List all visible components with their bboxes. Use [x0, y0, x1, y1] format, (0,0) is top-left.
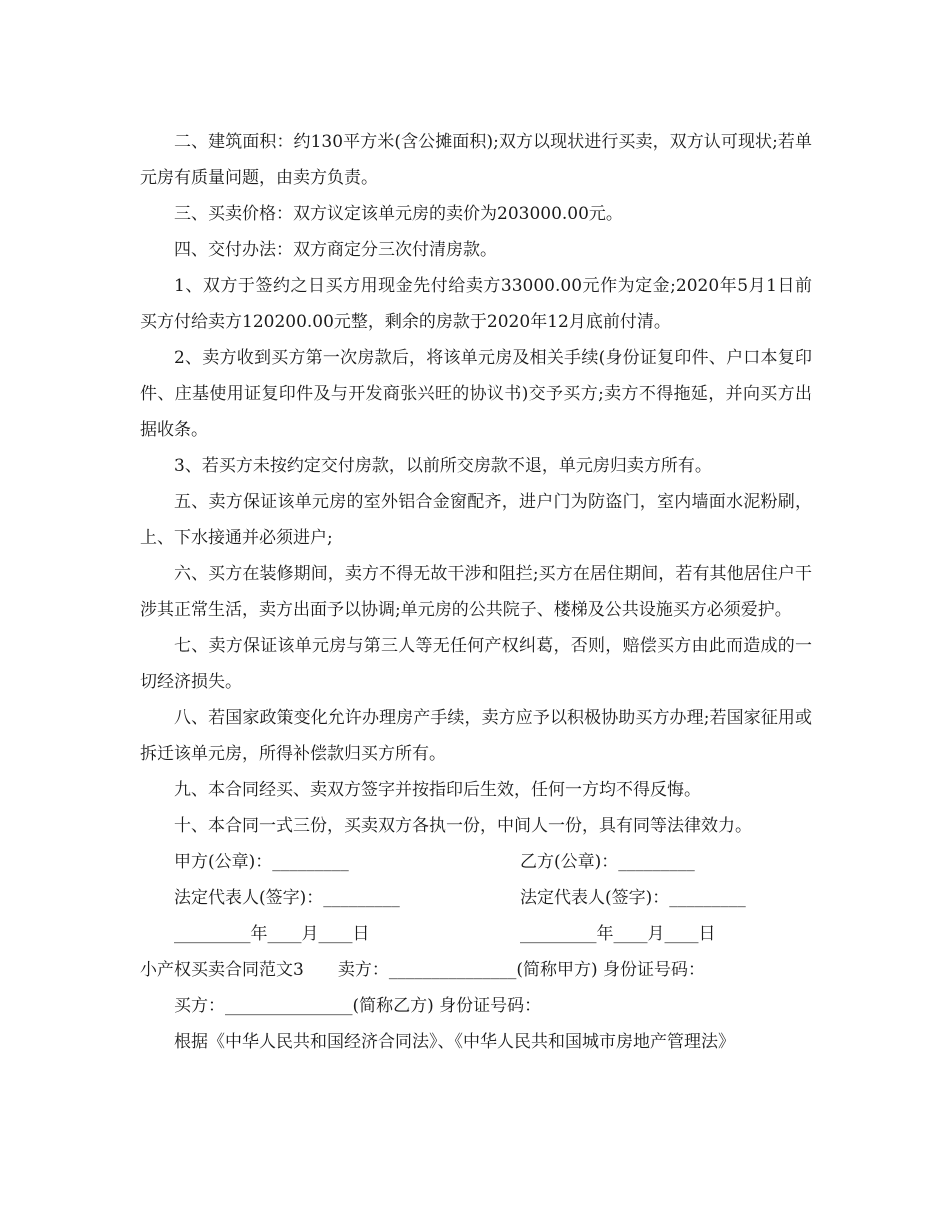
- clause-payment-1: 1、双方于签约之日买方用现金先付给卖方33000.00元作为定金;2020年5月1日前买方付给卖方120200.00元整，剩余的房款于2020年12月底前付清。: [140, 276, 812, 332]
- next-contract-title-line: 小产权买卖合同范文3 卖方：_______________(简称甲方) 身份证号码：: [140, 960, 705, 980]
- signature-date-row: [140, 916, 812, 952]
- next-contract-buyer-line: 买方：_______________(简称乙方) 身份证号码：: [174, 996, 542, 1016]
- clause-building-area: 二、建筑面积：约130平方米(含公摊面积);双方以现状进行买卖，双方认可现状;若单元房有质量问题，由卖方负责。: [140, 132, 812, 188]
- clause-payment-2: 2、卖方收到买方第一次房款后，将该单元房及相关手续(身份证复印件、户口本复印件、庄基使用证复印件及与开发商张兴旺的协议书)交予买方;卖方不得拖延，并向买方出据收条。: [140, 348, 812, 440]
- signature-seal-row: [140, 844, 812, 880]
- clause-effective: 九、本合同经买、卖双方签字并按指印后生效，任何一方均不得反悔。: [174, 780, 701, 800]
- next-contract-basis-line: 根据《中华人民共和国经济合同法》、《中华人民共和国城市房地产管理法》: [174, 1032, 735, 1052]
- contract-body: [140, 124, 812, 1060]
- clause-title-guarantee: 七、卖方保证该单元房与第三人等无任何产权纠葛，否则，赔偿买方由此而造成的一切经济损失。: [140, 636, 812, 692]
- clause-payment-3: 3、若买方未按约定交付房款，以前所交房款不退，单元房归卖方所有。: [174, 456, 712, 476]
- clause-windows-doors: 五、卖方保证该单元房的室外铝合金窗配齐，进户门为防盗门，室内墙面水泥粉刷，上、下水接通并必须进户;: [140, 492, 812, 548]
- clause-price: 三、买卖价格：双方议定该单元房的卖价为203000.00元。: [174, 204, 623, 224]
- signature-rep-row: [140, 880, 812, 916]
- party-a-date: _________年____月____日: [174, 924, 370, 944]
- party-a-seal: 甲方(公章)：_________: [174, 852, 349, 872]
- party-b-date: _________年____月____日: [520, 924, 716, 944]
- clause-policy-change: 八、若国家政策变化允许办理房产手续，卖方应予以积极协助买方办理;若国家征用或拆迁该单元房，所得补偿款归买方所有。: [140, 708, 812, 764]
- clause-renovation: 六、买方在装修期间，卖方不得无故干涉和阻拦;买方在居住期间，若有其他居住户干涉其正常生活，卖方出面予以协调;单元房的公共院子、楼梯及公共设施买方必须爱护。: [140, 564, 812, 620]
- party-b-seal: 乙方(公章)：_________: [520, 852, 695, 872]
- clause-payment-method: 四、交付办法：双方商定分三次付清房款。: [174, 240, 497, 260]
- party-b-representative: 法定代表人(签字)：_________: [520, 888, 746, 908]
- party-a-representative: 法定代表人(签字)：_________: [174, 888, 400, 908]
- clause-copies: 十、本合同一式三份，买卖双方各执一份，中间人一份，具有同等法律效力。: [174, 816, 752, 836]
